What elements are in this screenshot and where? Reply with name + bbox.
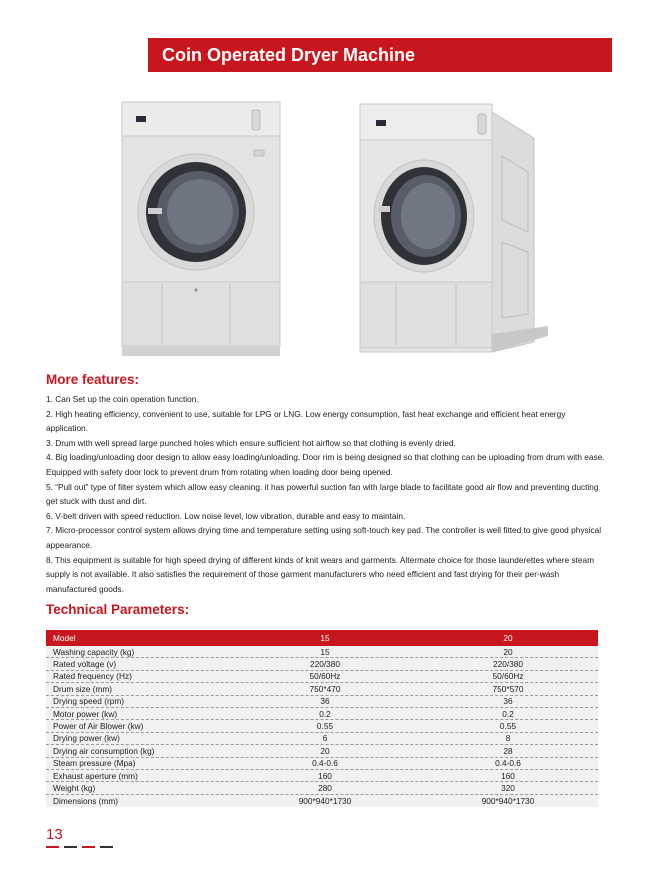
table-cell: 0.55 bbox=[316, 721, 334, 732]
table-cell: Steam pressure (Mpa) bbox=[53, 758, 136, 769]
table-cell: 50/60Hz bbox=[309, 671, 341, 682]
table-row bbox=[46, 720, 598, 732]
feature-item: 1. Can Set up the coin operation function. bbox=[46, 394, 199, 404]
table-cell: 0.2 bbox=[319, 708, 331, 719]
table-cell: Rated voltage (v) bbox=[53, 659, 117, 670]
features-list bbox=[46, 392, 606, 596]
footer-bar bbox=[64, 846, 77, 848]
table-cell: 160 bbox=[318, 770, 332, 781]
feature-item: 4. Big loading/unloading door design to allow easy loading/unloading. Door rim is being designed so that clothing can be uploading from drum with ease. Equipped with safety door lock to prevent drum from rotating when loading door being opened. bbox=[46, 452, 605, 477]
table-cell: 900*940*1730 bbox=[481, 795, 535, 806]
table-cell: 320 bbox=[501, 782, 515, 793]
table-cell: 50/60Hz bbox=[492, 671, 524, 682]
table-cell: 280 bbox=[318, 782, 332, 793]
dryer-side-image bbox=[352, 102, 552, 362]
table-cell: 220/380 bbox=[493, 659, 523, 670]
table-row bbox=[46, 758, 598, 770]
table-cell: 8 bbox=[505, 733, 511, 744]
table-cell: 0.4-0.6 bbox=[495, 758, 521, 769]
page-number: 13 bbox=[46, 826, 63, 843]
table-cell: Drying air consumption (kg) bbox=[53, 745, 155, 756]
feature-item: 7. Micro-processor control system allows drying time and temperature setting using soft-touch key pad. The controller is well fitted to give good physical appearance. bbox=[46, 525, 602, 550]
page-title-banner bbox=[148, 38, 612, 72]
table-cell: 0.2 bbox=[502, 708, 514, 719]
table-row bbox=[46, 671, 598, 683]
table-cell: 220/380 bbox=[310, 659, 340, 670]
table-cell: 28 bbox=[503, 745, 513, 756]
dryer-front-image bbox=[118, 100, 284, 362]
feature-item: 3. Drum with well spread large punched holes which ensure sufficient hot airflow so that clothing is evenly dried. bbox=[46, 437, 456, 448]
table-cell: Weight (kg) bbox=[53, 782, 96, 793]
table-row bbox=[46, 733, 598, 745]
feature-item: 2. High heating efficiency, convenient to use, suitable for LPG or LNG. Low energy consumption, fast heat exchange and efficient heat energy application. bbox=[46, 408, 566, 434]
table-cell: Rated frequency (Hz) bbox=[53, 671, 132, 682]
table-cell: 6 bbox=[322, 733, 328, 744]
table-row bbox=[46, 646, 598, 658]
table-header-row bbox=[46, 630, 598, 646]
table-cell: 750*570 bbox=[492, 683, 524, 694]
table-cell: 36 bbox=[320, 696, 330, 707]
table-row bbox=[46, 745, 598, 757]
table-cell: Dimensions (mm) bbox=[53, 795, 118, 806]
table-cell: 0.55 bbox=[499, 721, 517, 732]
table-row bbox=[46, 782, 598, 794]
table-header-cell: 15 bbox=[320, 633, 330, 643]
technical-parameters-table bbox=[46, 630, 598, 807]
technical-parameters-heading: Technical Parameters: bbox=[46, 602, 190, 617]
feature-item: 6. V-belt driven with speed reduction. Low noise level, low vibration, durable and easy to maintain. bbox=[46, 510, 406, 521]
table-header-cell: Model bbox=[53, 633, 76, 643]
table-row bbox=[46, 683, 598, 695]
feature-item: 8. This equipment is suitable for high speed drying of different kinds of knit wears and garments. Altermate choice for those launderettes where steam supply is not available. It also satisfies the requirement of those garment manufacturers who need efficient and fast drying for their per-wash manufactured goods. bbox=[46, 554, 595, 594]
table-row bbox=[46, 708, 598, 720]
table-cell: Drying speed (rpm) bbox=[53, 696, 125, 707]
table-cell: Washing capacity (kg) bbox=[53, 646, 135, 657]
page-title: Coin Operated Dryer Machine bbox=[162, 44, 416, 65]
table-cell: Drum size (mm) bbox=[53, 683, 112, 694]
footer-bar bbox=[82, 846, 95, 848]
table-row bbox=[46, 696, 598, 708]
table-cell: Motor power (kw) bbox=[53, 708, 118, 719]
footer-bar bbox=[100, 846, 113, 848]
table-header-cell: 20 bbox=[503, 633, 513, 643]
features-heading: More features: bbox=[46, 372, 140, 387]
footer-decoration bbox=[46, 846, 113, 848]
footer-bar bbox=[46, 846, 59, 848]
table-row bbox=[46, 795, 598, 807]
table-cell: Drying power (kw) bbox=[53, 733, 120, 744]
table-cell: 750*470 bbox=[309, 683, 341, 694]
table-cell: 900*940*1730 bbox=[298, 795, 352, 806]
table-cell: 160 bbox=[501, 770, 515, 781]
feature-item: 5. “Pull out” type of filter system which allow easy cleaning. it has powerful suction fan with large blade to facilitate good air flow and preventing ducting get stuck with dust and dirt. bbox=[46, 481, 599, 507]
table-cell: 0.4-0.6 bbox=[312, 758, 338, 769]
table-row bbox=[46, 770, 598, 782]
table-cell: 20 bbox=[320, 745, 330, 756]
table-cell: Exhaust aperture (mm) bbox=[53, 770, 138, 781]
table-cell: 36 bbox=[503, 696, 513, 707]
table-cell: Power of Air Blower (kw) bbox=[53, 721, 144, 732]
table-cell: 15 bbox=[320, 646, 330, 657]
table-cell: 20 bbox=[503, 646, 513, 657]
table-row bbox=[46, 658, 598, 670]
